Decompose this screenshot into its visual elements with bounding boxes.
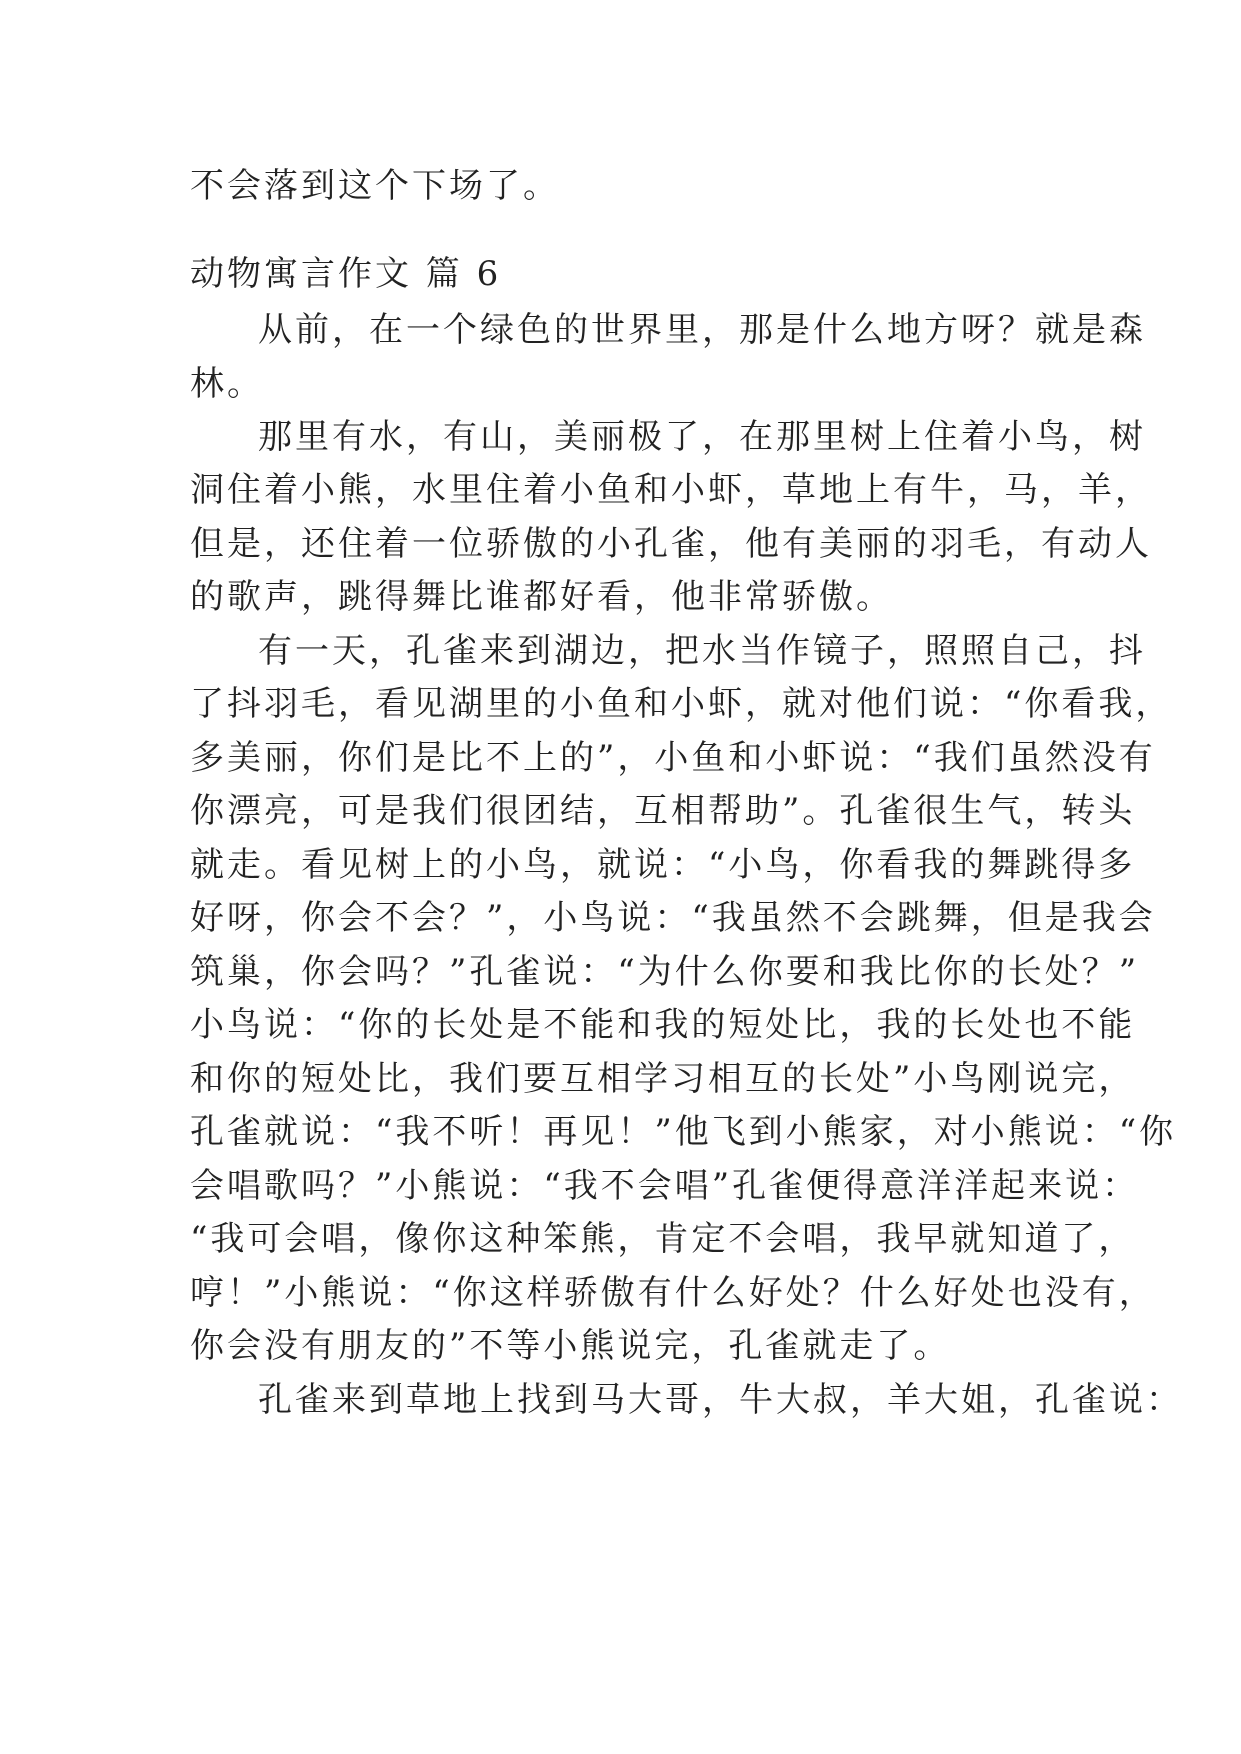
- paragraph-line: 的歌声，跳得舞比谁都好看，他非常骄傲。: [190, 577, 893, 617]
- paragraph-line: 你漂亮，可是我们很团结，互相帮助”。孔雀很生气，转头: [190, 791, 1136, 831]
- paragraph-line: 就走。看见树上的小鸟，就说：“小鸟，你看我的舞跳得多: [190, 845, 1136, 885]
- section-title: 动物寓言作文 篇 6: [190, 254, 502, 294]
- paragraph-line: 了抖羽毛，看见湖里的小鱼和小虾，就对他们说：“你看我，: [190, 684, 1173, 724]
- continuation-line: 不会落到这个下场了。: [190, 166, 560, 206]
- paragraph-line: 哼！”小熊说：“你这样骄傲有什么好处？什么好处也没有，: [190, 1273, 1156, 1313]
- paragraph-line: 但是，还住着一位骄傲的小孔雀，他有美丽的羽毛，有动人: [190, 524, 1152, 564]
- paragraph-line: 你会没有朋友的”不等小熊说完，孔雀就走了。: [190, 1326, 951, 1366]
- paragraph-line: 好呀，你会不会？”，小鸟说：“我虽然不会跳舞，但是我会: [190, 898, 1156, 938]
- paragraph-line: 孔雀就说：“我不听！再见！”他飞到小熊家，对小熊说：“你: [190, 1112, 1177, 1152]
- paragraph-line: 会唱歌吗？”小熊说：“我不会唱”孔雀便得意洋洋起来说：: [190, 1166, 1140, 1206]
- paragraph-line: 洞住着小熊，水里住着小鱼和小虾，草地上有牛，马，羊，: [190, 470, 1152, 510]
- paragraph-line: 多美丽，你们是比不上的”，小鱼和小虾说：“我们虽然没有: [190, 738, 1156, 778]
- paragraph-line: “我可会唱，像你这种笨熊，肯定不会唱，我早就知道了，: [190, 1219, 1136, 1259]
- paragraph-line: 有一天，孔雀来到湖边，把水当作镜子，照照自己，抖: [258, 631, 1146, 671]
- paragraph-line: 孔雀来到草地上找到马大哥，牛大叔，羊大姐，孔雀说：: [258, 1380, 1183, 1420]
- paragraph-line: 那里有水，有山，美丽极了，在那里树上住着小鸟，树: [258, 417, 1146, 457]
- paragraph-line: 林。: [190, 364, 264, 404]
- paragraph-line: 从前，在一个绿色的世界里，那是什么地方呀？就是森: [258, 310, 1146, 350]
- paragraph-line: 和你的短处比，我们要互相学习相互的长处”小鸟刚说完，: [190, 1059, 1136, 1099]
- paragraph-line: 筑巢，你会吗？”孔雀说：“为什么你要和我比你的长处？”: [190, 952, 1140, 992]
- paragraph-line: 小鸟说：“你的长处是不能和我的短处比，我的长处也不能: [190, 1005, 1136, 1045]
